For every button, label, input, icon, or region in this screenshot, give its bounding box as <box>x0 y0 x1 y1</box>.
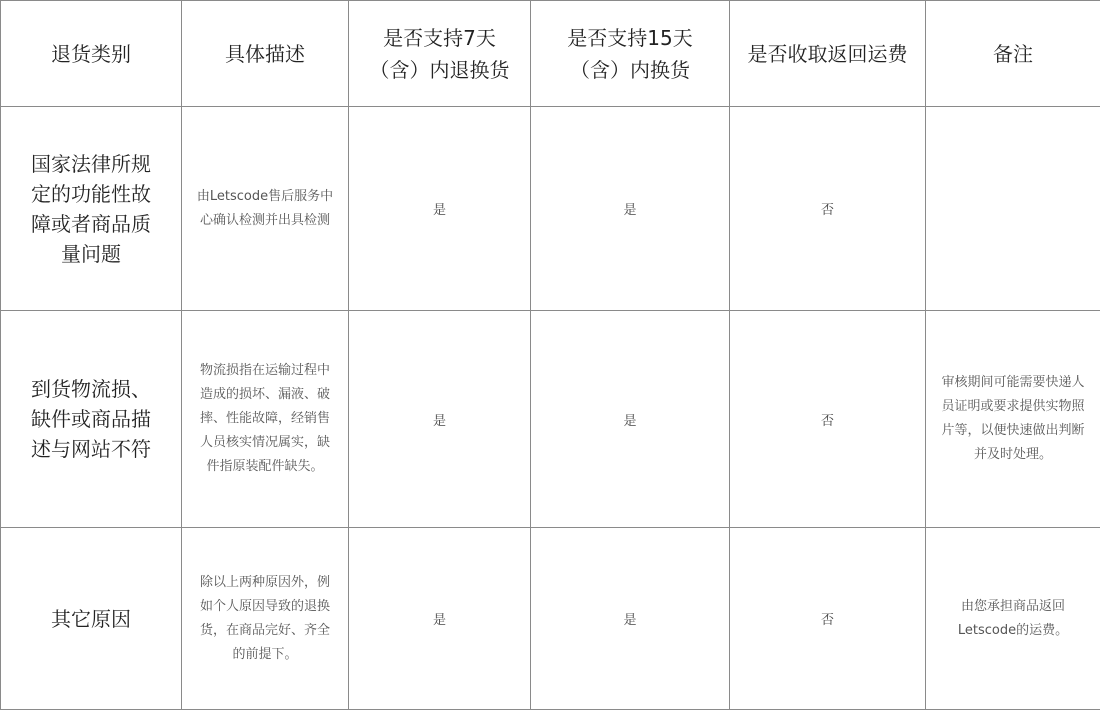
row-description-text: 物流损指在运输过程中造成的损坏、漏液、破摔、性能故障，经销售人员核实情况属实，缺件指原装配件缺失。 <box>196 359 334 479</box>
row-15-day-exchange: 是 <box>531 528 730 710</box>
row-category-text: 国家法律所规定的功能性故障或者商品质量问题 <box>22 149 160 269</box>
row-category <box>1 311 182 528</box>
row-description <box>182 528 349 710</box>
header-note: 备注 <box>926 1 1100 107</box>
row-return-shipping-fee: 否 <box>730 311 926 528</box>
row-note <box>926 311 1100 528</box>
row-note <box>926 528 1100 710</box>
row-return-shipping-fee: 否 <box>730 528 926 710</box>
row-category-text: 其它原因 <box>51 604 131 634</box>
row-15-day-exchange: 是 <box>531 311 730 528</box>
table-row <box>1 311 1100 528</box>
row-category <box>1 107 182 311</box>
row-note-text: 由您承担商品返回Letscode的运费。 <box>941 595 1085 643</box>
header-description: 具体描述 <box>182 1 349 107</box>
row-7-day-return: 是 <box>349 311 531 528</box>
row-return-shipping-fee: 否 <box>730 107 926 311</box>
row-description-text: 除以上两种原因外，例如个人原因导致的退换货，在商品完好、齐全的前提下。 <box>196 571 334 667</box>
row-7-day-return: 是 <box>349 107 531 311</box>
row-note <box>926 107 1100 311</box>
row-category <box>1 528 182 710</box>
header-return-shipping-fee: 是否收取返回运费 <box>730 1 926 107</box>
row-category-text: 到货物流损、缺件或商品描述与网站不符 <box>22 374 160 464</box>
row-15-day-exchange: 是 <box>531 107 730 311</box>
row-description-text: 由Letscode售后服务中心确认检测并出具检测 <box>196 185 334 233</box>
table-header-row <box>1 1 1100 107</box>
header-15-day-exchange: 是否支持15天（含）内换货 <box>531 1 730 107</box>
header-return-category: 退货类别 <box>1 1 182 107</box>
row-7-day-return: 是 <box>349 528 531 710</box>
row-description <box>182 311 349 528</box>
table-row <box>1 528 1100 710</box>
row-note-text: 审核期间可能需要快递人员证明或要求提供实物照片等，以便快速做出判断并及时处理。 <box>941 371 1085 467</box>
header-7-day-return: 是否支持7天（含）内退换货 <box>349 1 531 107</box>
row-description <box>182 107 349 311</box>
table-row <box>1 107 1100 311</box>
